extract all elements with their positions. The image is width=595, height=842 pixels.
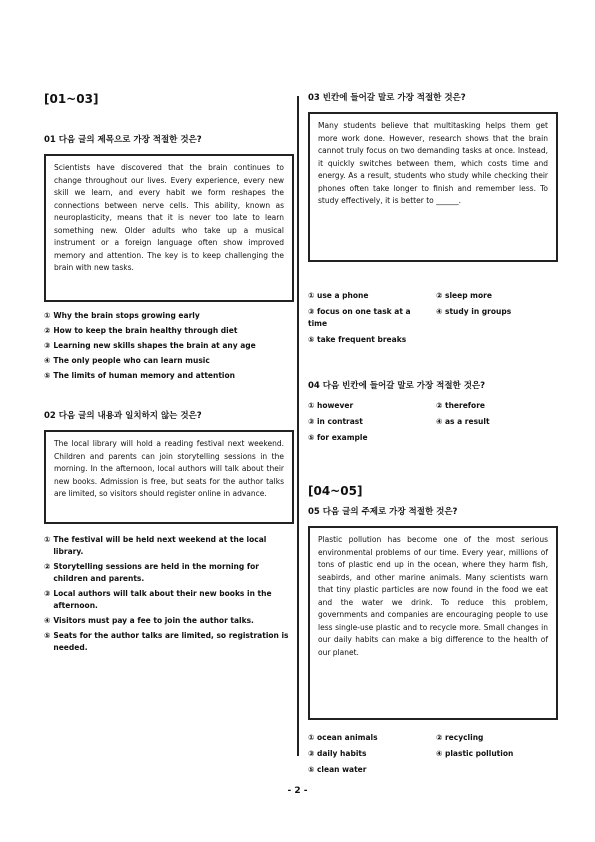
option-item[interactable]: ③ Learning new skills shapes the brain at any age [44, 341, 256, 350]
question-3-label [308, 272, 558, 284]
option-item[interactable]: ④ The only people who can learn music [44, 356, 210, 365]
passage-box-3: Many students believe that multitasking helps them get more work done. However, research shows that the brain cannot truly focus on two demanding tasks at once. Instead, it quickly switches between them, which costs time and energy. As a result, students who study while checking their phones often take longer to finish and remember less. To study effectively, it is better to ______. [308, 112, 558, 262]
option-item[interactable]: ② Storytelling sessions are held in the morning for children and parents. [44, 562, 259, 583]
question-1: 01 다음 글의 제목으로 가장 적절한 것은? [44, 135, 202, 145]
section-heading: [04~05] [308, 484, 363, 498]
option-item[interactable]: ③ daily habits [308, 749, 367, 758]
options-3 [308, 290, 558, 346]
option-item[interactable]: ② sleep more [436, 291, 492, 300]
option-item[interactable]: ② recycling [436, 733, 484, 742]
right-column [308, 92, 558, 776]
options-5 [308, 732, 558, 776]
passage-box-5: Plastic pollution has become one of the most serious environmental problems of our time. Every year, millions of tons of plastic end up in the ocean, where they harm fish, seabirds, and other marine animals. Many scientists warn that tiny plastic particles are now found in the food we eat and the water we drink. To reduce this problem, governments and companies are encouraging people to use less single-use plastic and to recycle more. Small changes in our daily habits can make a big difference to the health of our planet. [308, 526, 558, 720]
left-column [44, 92, 294, 657]
page-number: - 2 - [287, 786, 308, 796]
options-2 [44, 534, 294, 654]
option-item[interactable]: ③ Local authors will talk about their new books in the afternoon. [44, 589, 272, 610]
option-item[interactable]: ⑤ for example [308, 433, 368, 442]
question-3: 03 빈칸에 들어갈 말로 가장 적절한 것은? [308, 93, 466, 103]
option-item[interactable]: ⑤ clean water [308, 765, 367, 774]
option-item[interactable]: ① use a phone [308, 291, 369, 300]
option-item[interactable]: ① Why the brain stops growing early [44, 311, 200, 320]
option-item[interactable]: ② How to keep the brain healthy through diet [44, 326, 238, 335]
option-item[interactable]: ④ Visitors must pay a fee to join the author talks. [44, 616, 254, 625]
column-divider [297, 96, 299, 756]
option-item[interactable]: ① ocean animals [308, 733, 378, 742]
option-item[interactable]: ③ focus on one task at a time [308, 307, 411, 328]
option-item[interactable]: ⑤ take frequent breaks [308, 335, 407, 344]
question-2: 02 다음 글의 내용과 일치하지 않는 것은? [44, 411, 202, 421]
passage-box-2: The local library will hold a reading festival next weekend. Children and parents can join storytelling sessions in the morning. In the afternoon, local authors will talk about their new books. Admission is free, but seats for the author talks are limited, so visitors should register online in advance. [44, 430, 294, 524]
option-item[interactable]: ⑤ Seats for the author talks are limited, so registration is needed. [44, 631, 289, 652]
option-item[interactable]: ① The festival will be held next weekend at the local library. [44, 535, 267, 556]
passage-box-1: Scientists have discovered that the brain continues to change throughout our lives. Every experience, every new skill we learn, and every habit we form reshapes the connections between nerve cells. This ability, known as neuroplasticity, means that it is never too late to learn something new. Older adults who take up a musical instrument or a foreign language often show improved memory and attention. The key is to keep challenging the brain with new tasks. [44, 154, 294, 302]
option-item[interactable]: ① however [308, 401, 354, 410]
option-item[interactable]: ④ study in groups [436, 307, 512, 316]
question-5: 05 다음 글의 주제로 가장 적절한 것은? [308, 507, 458, 517]
question-4: 04 다음 빈칸에 들어갈 말로 가장 적절한 것은? [308, 381, 486, 391]
option-item[interactable]: ③ in contrast [308, 417, 363, 426]
options-1 [44, 310, 294, 382]
option-item[interactable]: ⑤ The limits of human memory and attention [44, 371, 235, 380]
option-item[interactable]: ④ plastic pollution [436, 749, 514, 758]
option-item[interactable]: ② therefore [436, 401, 485, 410]
section-heading: [01~03] [44, 92, 99, 106]
options-4 [308, 400, 558, 444]
option-item[interactable]: ④ as a result [436, 417, 490, 426]
